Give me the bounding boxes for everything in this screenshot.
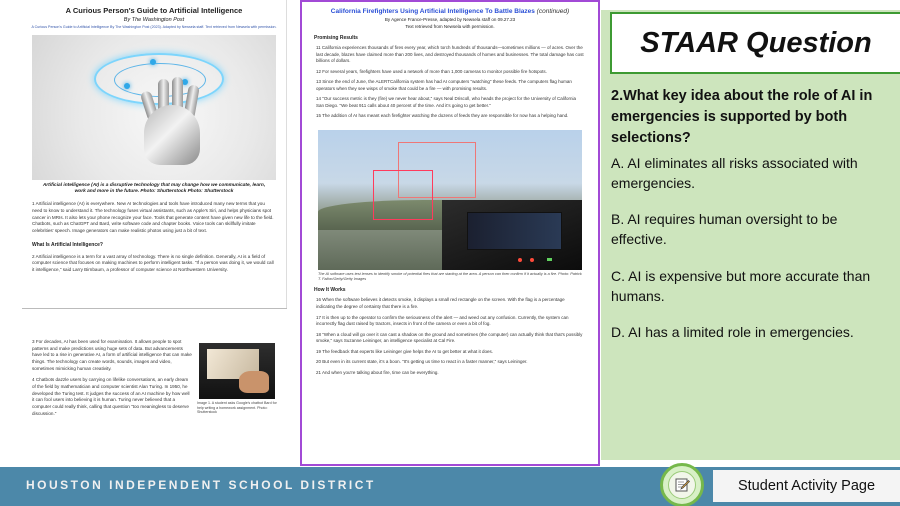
section-how-it-works: How It Works: [314, 287, 346, 294]
staar-question-panel: [601, 10, 900, 460]
middle-article-page: [300, 0, 600, 466]
middle-paragraph-19: 19 The feedback that experts like Leininger give helps the AI to get better at what it does.: [316, 348, 494, 354]
staar-heading-box: [610, 12, 900, 74]
middle-paragraph-12: 12 For several years, firefighters have used a network of more than 1,000 cameras to monitor possible fire hotspots.: [316, 68, 547, 74]
left-paragraph-4: 4 Chatbots dazzle users by carrying on lifelike conversations, an early dream of the field by mathematician and computer scientist Alan Turing. In 1950, he developed the Turing test. It judges the success of an AI machine by how well it can fool users into believing it is human. Turing never believed that a computer could really think, calling that question "too meaningless to deserve discussion.": [32, 377, 190, 416]
left-paragraph-3: 3 For decades, AI has been used for examination. It allows people to spot patterns and make predictions using huge sets of data. But advancements have led to a rise in generative AI, a form of artificial intelligence that can make things. The technology can create words, sounds, images and video, sometimes mimicking human creativity.: [32, 339, 192, 371]
left-paragraph-2: 2 Artificial intelligence is a term for a vast array of technology. There is no single definition. Generally, AI is a field of computer science that focuses on making machines to perform intelligent tasks. "If a person was doing it, we would call it intelligence," said Larry Birnbaum, a professor of computer science at Northwestern University.: [32, 253, 274, 273]
middle-byline: By Agence France-Presse, adapted by Newsela staff on 09.27.23: [384, 17, 516, 22]
middle-article-title: [302, 8, 598, 15]
middle-title-continued: (continued): [536, 8, 570, 15]
middle-paragraph-13: 13 Since the end of June, the ALERTCalifornia system has had AI computers "watching" these feeds. The computers flag human operators when they see wisps of smoke that could be a fire — with promising results.: [316, 79, 572, 91]
middle-title-text: California Firefighters Using Artificial Intelligence To Battle Blazes: [330, 8, 535, 15]
left-article-title: A Curious Person's Guide to Artificial Intelligence: [65, 6, 243, 15]
footer-bar: [0, 467, 900, 506]
section-promising-results: Promising Results: [314, 35, 358, 41]
choice-a[interactable]: A. AI eliminates all risks associated with emergencies.: [611, 155, 858, 192]
middle-retrieved: Text retrieved from Newsela with permission.: [405, 24, 495, 29]
choice-d[interactable]: D. AI has a limited role in emergencies.: [611, 324, 854, 340]
laptop-image: [199, 343, 275, 399]
robot-hand-caption: Artificial intelligence (AI) is a disruptive technology that may change how we communicate, learn, work and more in the future. Photo: Shutterstock Photo: Shutterstock: [42, 183, 266, 195]
staar-heading: STAAR Question: [640, 26, 872, 59]
middle-paragraph-21: 21 And when you're talking about fire, time can be everything.: [316, 369, 439, 375]
student-activity-label: Student Activity Page: [713, 470, 900, 502]
middle-paragraph-18: 18 "When a cloud will go over it can cast a shadow on the ground and sometimes (the computer) can actually think that that's possibly smoke," says Suzanne Leininger, an intelligence specialist at Cal Fire.: [316, 331, 583, 344]
pencil-icon: [673, 476, 691, 494]
middle-paragraph-17: 17 It is then up to the operator to confirm the seriousness of the alert — and weed out any confusion. Currently, the system can incorrectly flag dust raised by tractors, insects in front of the camera or even a bit of fog.: [316, 314, 569, 327]
robot-hand-image: [32, 35, 276, 180]
middle-paragraph-11: 11 California experiences thousands of fires every year, which torch hundreds of thousands—sometimes millions — of acres. Over the last decade, blazes have claimed more than 200 lives, and destroyed thousands of homes and businesses. The total damage has cost billions of dollars.: [316, 45, 584, 64]
middle-paragraph-16: 16 When the software believes it detects smoke, it displays a small red rectangle on the screen. With the flag is a percentage indicating the degree of certainty that there is a fire.: [316, 297, 565, 309]
left-paragraph-1: 1 Artificial intelligence (AI) is everywhere. New AI technologies and tools have introduced many new terms that you need to know to understand it. The technology fuses virtual assistants, such as Apple's Siri, and helps physicians spot cancer in MRIs. It also lets your phone recognize your face. Tools that generate content have given new life to the field. Chatbots, such as ChatGPT and Bard, write software code and chapter books. Voice tools can skillfully imitate celebrities' speech. Image generators can make realistic photos using just a bit of text.: [32, 201, 274, 234]
middle-paragraph-15: 15 The addition of AI has meant each firefighter watching the dozens of feeds they are responsible for now has a helping hand.: [316, 113, 569, 119]
choice-c[interactable]: C. AI is expensive but more accurate than humans.: [611, 268, 871, 305]
left-article-source: A Curious Person's Guide to Artificial Intelligence By The Washington Post (2023). Adapted by Newsela staff. Text retrieved from Newsela with permission.: [31, 25, 277, 29]
district-name: HOUSTON INDEPENDENT SCHOOL DISTRICT: [26, 478, 376, 492]
question-text: 2.What key idea about the role of AI in emergencies is supported by both selections?: [611, 88, 873, 147]
fire-camera-image: [318, 130, 582, 270]
left-subheading: What Is Artificial Intelligence?: [32, 241, 103, 248]
fire-camera-caption: The AI software uses test lenses to identify smoke of potential fires that are starting at the area. A person can then confirm if it actually is a fire. Photo: Patrick T. Fallon/Getty/Getty Images: [318, 271, 582, 281]
left-article-page-2: [22, 308, 287, 460]
middle-paragraph-14: 14 "Our success metric is they (fire) we never hear about," says Neal Driscoll, who heads the project for the University of California San Diego. "We beat 911 calls about 40 percent of the time. And it's going to get better.": [316, 96, 577, 108]
laptop-image-caption: Image 1. A student asks Google's chatbot Bard for help writing a homework assignment. Photo: Shutterstock: [197, 401, 277, 415]
left-article-author: By The Washington Post: [123, 17, 185, 23]
choice-b[interactable]: B. AI requires human oversight to be effective.: [611, 211, 838, 248]
notepad-pencil-icon: [660, 463, 704, 506]
middle-paragraph-20: 20 But even in its current state, it's a boon. "It's getting us time to react in a faster manner," says Leininger.: [316, 359, 528, 365]
